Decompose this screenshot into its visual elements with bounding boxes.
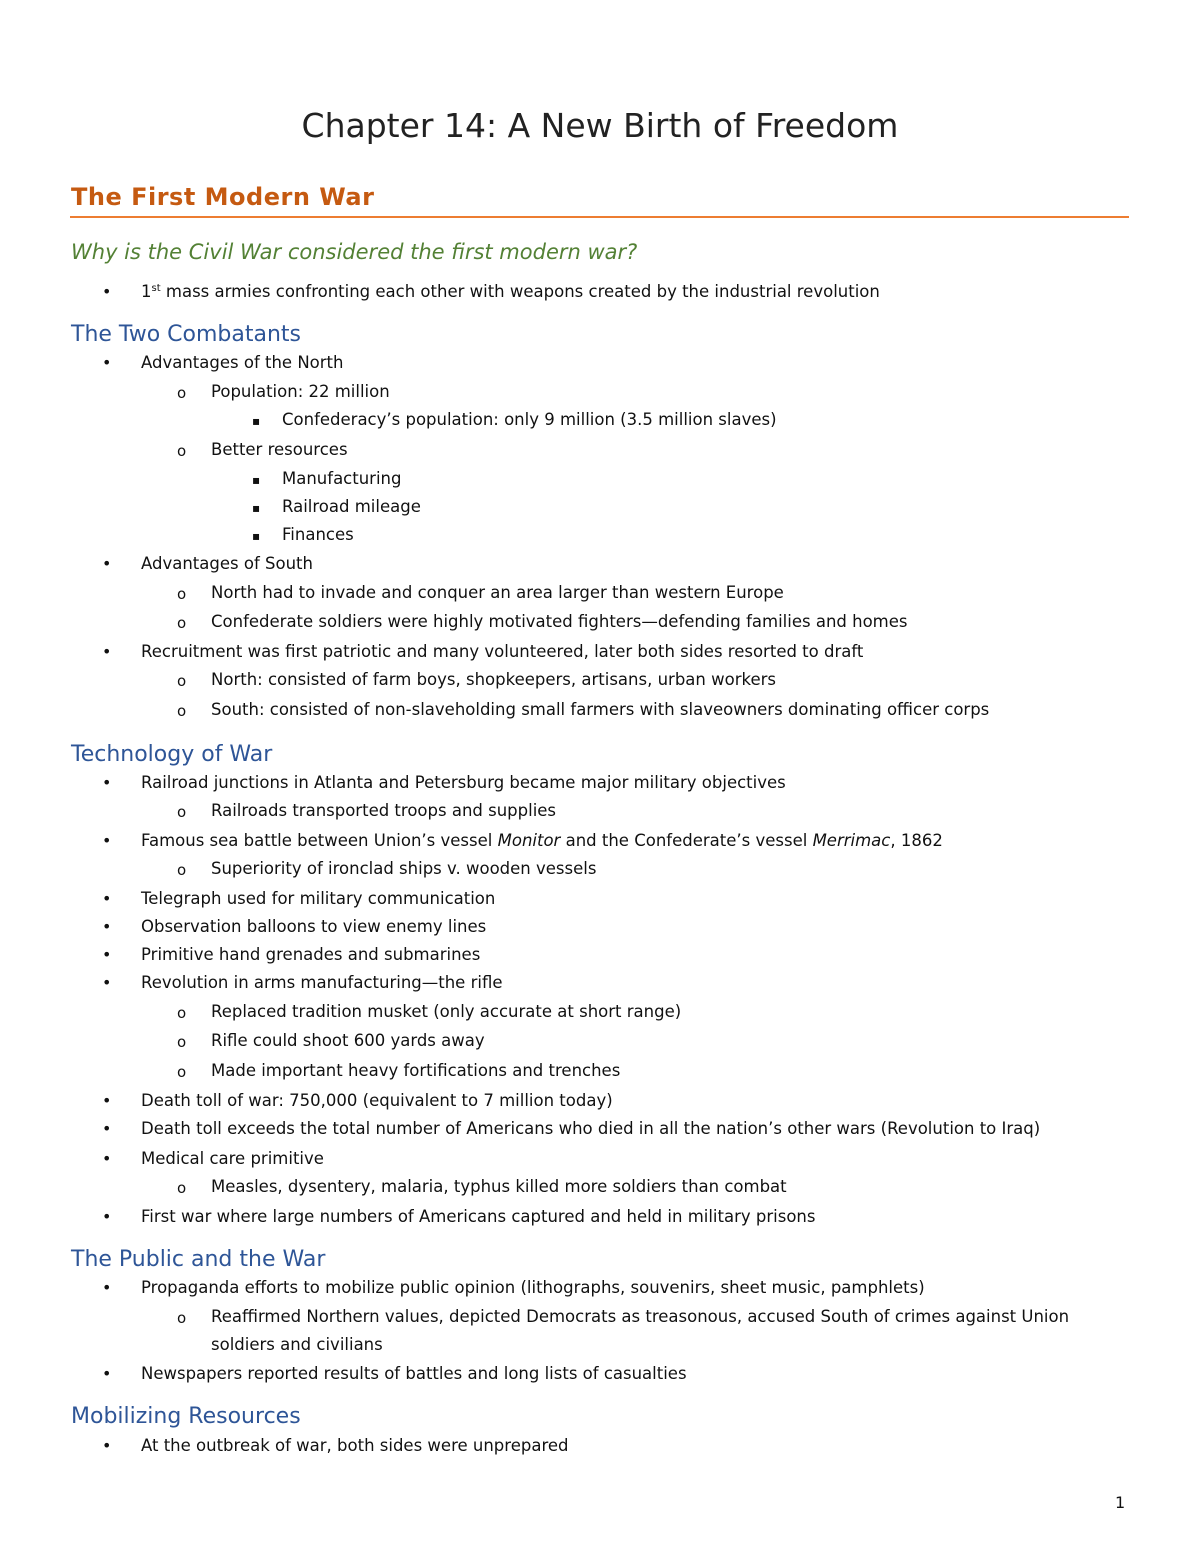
bullet-icon: • [102,945,112,964]
bullet-icon: • [102,1364,112,1383]
list-item: Propaganda efforts to mobilize public opinion (lithographs, souvenirs, sheet music, pamphlets) [141,1278,925,1297]
bullet-icon: • [102,889,112,908]
bullet-icon: • [102,1436,112,1455]
list-item: Famous sea battle between Union’s vessel Monitor and the Confederate’s vessel Merrimac, 1862 [141,831,943,850]
bullet-icon: ▪ [252,473,261,487]
bullet-icon: o [177,1309,187,1327]
list-item: Revolution in arms manufacturing—the rifle [141,973,503,992]
list-item: Made important heavy fortifications and trenches [211,1061,621,1080]
bullet-icon: • [102,1119,112,1138]
list-item: Railroad mileage [282,497,421,516]
page-title: Chapter 14: A New Birth of Freedom [301,106,899,145]
list-item: Finances [282,525,354,544]
bullet-icon: o [177,1063,187,1081]
bullet-icon: o [177,384,187,402]
list-item: Confederacy’s population: only 9 million (3.5 million slaves) [282,410,777,429]
bullet-icon: • [102,1091,112,1110]
list-item: Superiority of ironclad ships v. wooden vessels [211,859,597,878]
subheading-technology-of-war: Technology of War [71,742,273,767]
list-item: Recruitment was first patriotic and many volunteered, later both sides resorted to draft [141,642,864,661]
bullet-icon: • [102,1149,112,1168]
page-number: 1 [1115,1493,1126,1512]
subheading-two-combatants: The Two Combatants [71,322,301,347]
subheading-public-and-war: The Public and the War [71,1247,326,1272]
list-item: Railroads transported troops and supplies [211,801,557,820]
section-heading: The First Modern War [71,183,375,211]
list-item: Death toll exceeds the total number of Americans who died in all the nation’s other wars (Revolution to Iraq) [141,1119,1041,1138]
list-item: Manufacturing [282,469,402,488]
bullet-icon: • [102,831,112,850]
list-item: Population: 22 million [211,382,390,401]
list-item: 1st mass armies confronting each other with weapons created by the industrial revolution [141,282,880,301]
list-item: North: consisted of farm boys, shopkeepers, artisans, urban workers [211,670,776,689]
list-item: Death toll of war: 750,000 (equivalent to 7 million today) [141,1091,613,1110]
section-question: Why is the Civil War considered the first modern war? [71,240,638,264]
bullet-icon: • [102,1207,112,1226]
list-item: Railroad junctions in Atlanta and Petersburg became major military objectives [141,773,786,792]
list-item: Measles, dysentery, malaria, typhus killed more soldiers than combat [211,1177,787,1196]
bullet-icon: o [177,672,187,690]
list-item: North had to invade and conquer an area larger than western Europe [211,583,784,602]
bullet-icon: • [102,773,112,792]
bullet-icon: o [177,1179,187,1197]
bullet-icon: • [102,642,112,661]
bullet-icon: • [102,282,112,301]
list-item: Reaffirmed Northern values, depicted Democrats as treasonous, accused South of crimes against Union [211,1307,1070,1326]
list-item: Newspapers reported results of battles and long lists of casualties [141,1364,687,1383]
bullet-icon: o [177,614,187,632]
bullet-icon: ▪ [252,501,261,515]
bullet-icon: o [177,702,187,720]
section-divider [70,216,1129,218]
list-item-continuation: soldiers and civilians [211,1335,383,1354]
bullet-icon: ▪ [252,529,261,543]
list-item: Rifle could shoot 600 yards away [211,1031,485,1050]
bullet-icon: • [102,554,112,573]
bullet-icon: o [177,585,187,603]
bullet-icon: o [177,442,187,460]
list-item: Medical care primitive [141,1149,324,1168]
list-item: Observation balloons to view enemy lines [141,917,487,936]
list-item: Confederate soldiers were highly motivated fighters—defending families and homes [211,612,908,631]
bullet-icon: o [177,1004,187,1022]
list-item: Telegraph used for military communication [141,889,496,908]
bullet-icon: o [177,803,187,821]
list-item: Primitive hand grenades and submarines [141,945,481,964]
list-item: Better resources [211,440,348,459]
bullet-icon: • [102,353,112,372]
list-item: South: consisted of non-slaveholding small farmers with slaveowners dominating officer corps [211,700,990,719]
bullet-icon: ▪ [252,414,261,428]
bullet-icon: • [102,973,112,992]
bullet-icon: • [102,1278,112,1297]
list-item: Advantages of the North [141,353,344,372]
bullet-icon: • [102,917,112,936]
list-item: Replaced tradition musket (only accurate at short range) [211,1002,682,1021]
subheading-mobilizing-resources: Mobilizing Resources [71,1404,301,1429]
bullet-icon: o [177,1033,187,1051]
list-item: At the outbreak of war, both sides were unprepared [141,1436,569,1455]
list-item: Advantages of South [141,554,313,573]
list-item: First war where large numbers of Americans captured and held in military prisons [141,1207,816,1226]
bullet-icon: o [177,861,187,879]
